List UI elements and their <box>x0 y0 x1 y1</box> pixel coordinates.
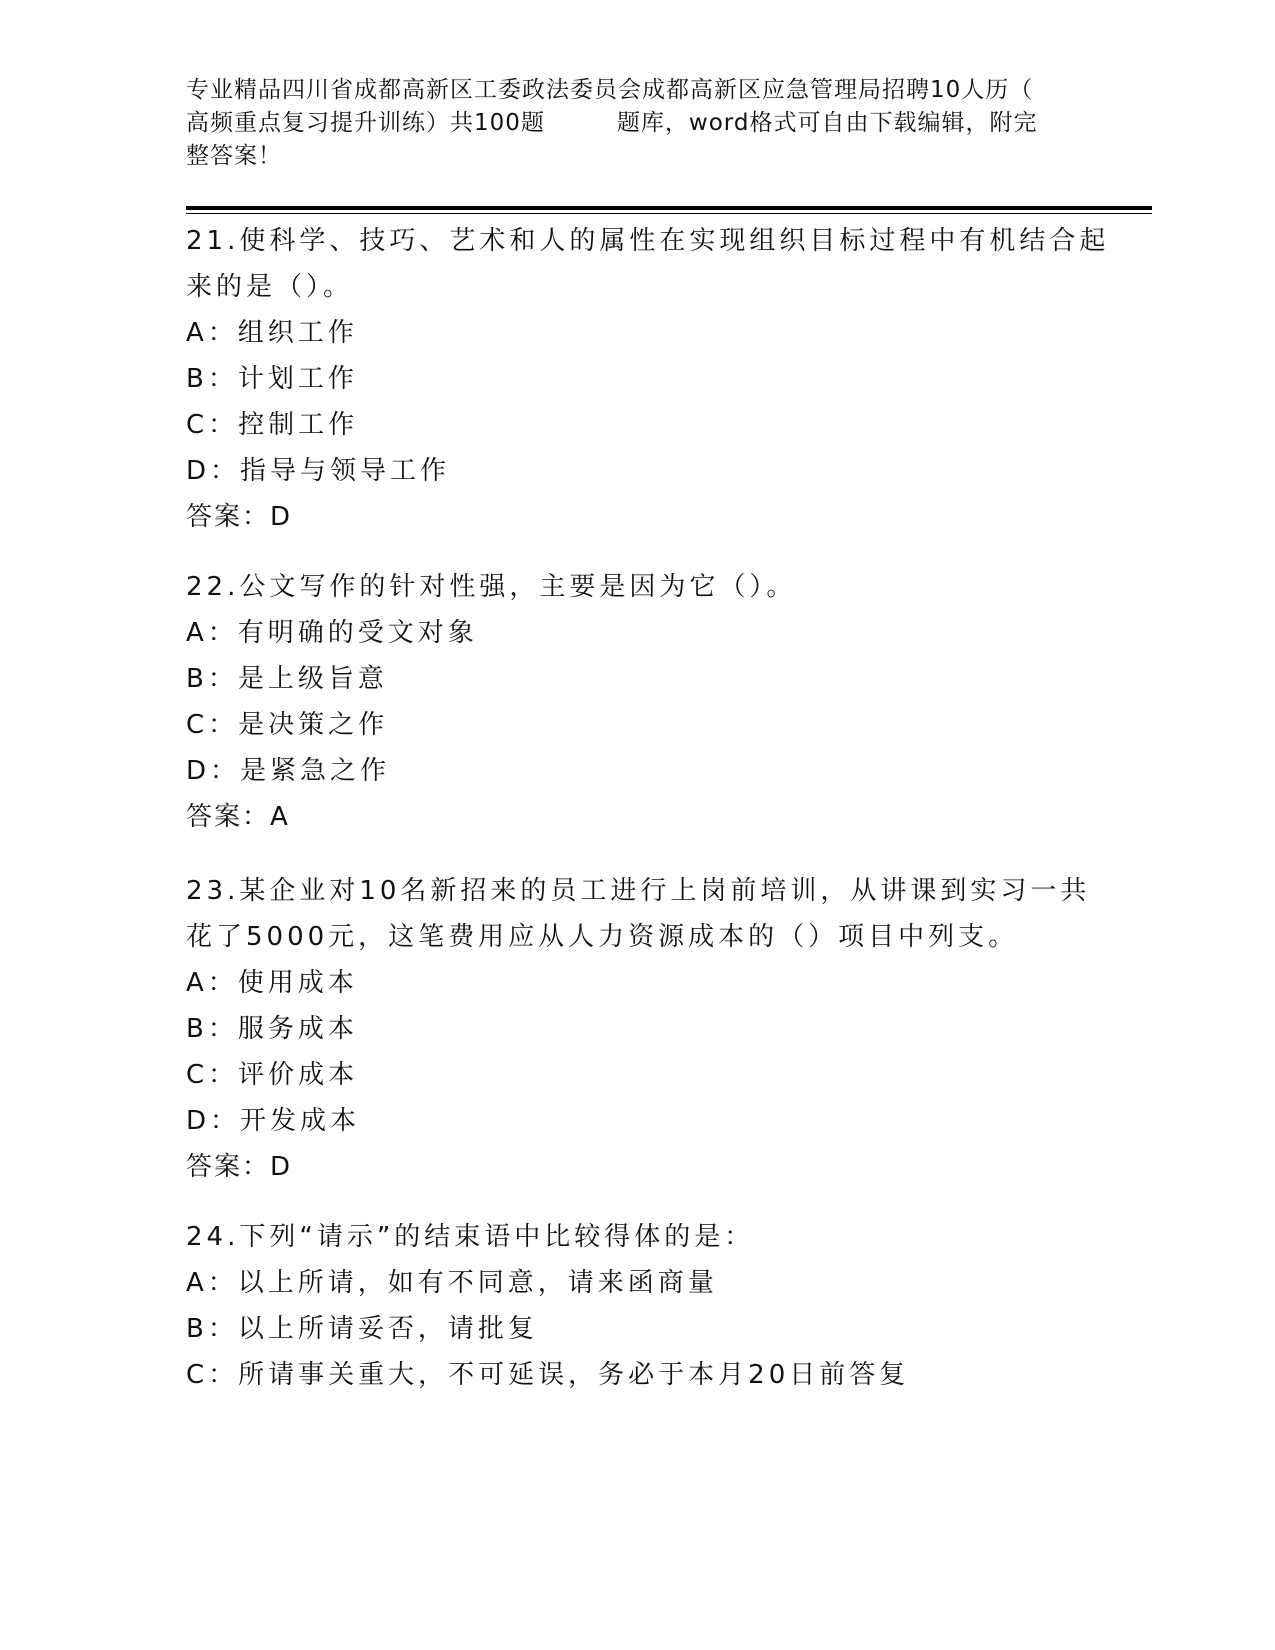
option-b: B：是上级旨意 <box>186 664 388 694</box>
header-line-1: 专业精品四川省成都高新区工委政法委员会成都高新区应急管理局招聘10人历（ <box>186 77 1034 103</box>
option-b: B：服务成本 <box>186 1014 358 1044</box>
header-line-2 <box>186 107 1076 140</box>
question-text: 21.使科学、技巧、艺术和人的属性在实现组织目标过程中有机结合起 <box>186 226 1110 256</box>
document-header <box>186 74 1076 173</box>
question-text-continued: 来的是（）。 <box>186 272 354 302</box>
option-b: B：以上所请妥否，请批复 <box>186 1314 538 1344</box>
answer: 答案：D <box>186 502 293 532</box>
header-line-3: 整答案！ <box>186 143 282 169</box>
option-a: A：使用成本 <box>186 968 358 998</box>
option-c: C：是决策之作 <box>186 710 389 740</box>
option-d: D：开发成本 <box>186 1106 361 1136</box>
answer: 答案：D <box>186 1152 293 1182</box>
option-a: A：以上所请，如有不同意，请来函商量 <box>186 1268 718 1298</box>
option-c: C：所请事关重大，不可延误，务必于本月20日前答复 <box>186 1360 910 1390</box>
answer: 答案：A <box>186 802 290 832</box>
header-divider-thin <box>186 213 1152 214</box>
header-divider-thick <box>186 206 1152 210</box>
option-d: D：是紧急之作 <box>186 756 391 786</box>
option-c: C：评价成本 <box>186 1060 359 1090</box>
question-text: 22.公文写作的针对性强，主要是因为它（）。 <box>186 572 797 602</box>
option-d: D：指导与领导工作 <box>186 456 451 486</box>
option-b: B：计划工作 <box>186 364 358 394</box>
question-22 <box>186 564 1086 840</box>
question-text: 23.某企业对10名新招来的员工进行上岗前培训，从讲课到实习一共 <box>186 876 1091 906</box>
question-23 <box>186 868 1091 1190</box>
question-21 <box>186 218 1110 540</box>
question-24 <box>186 1214 1086 1398</box>
header-line-2-part-2: 题库，word格式可自由下载编辑，附完 <box>616 110 1038 136</box>
header-line-2-part-1: 高频重点复习提升训练）共100题 <box>186 110 545 136</box>
question-text: 24.下列“请示”的结束语中比较得体的是： <box>186 1222 755 1252</box>
option-a: A：组织工作 <box>186 318 358 348</box>
option-a: A：有明确的受文对象 <box>186 618 478 648</box>
option-c: C：控制工作 <box>186 410 359 440</box>
question-text-continued: 花了5000元，这笔费用应从人力资源成本的（）项目中列支。 <box>186 922 1019 952</box>
